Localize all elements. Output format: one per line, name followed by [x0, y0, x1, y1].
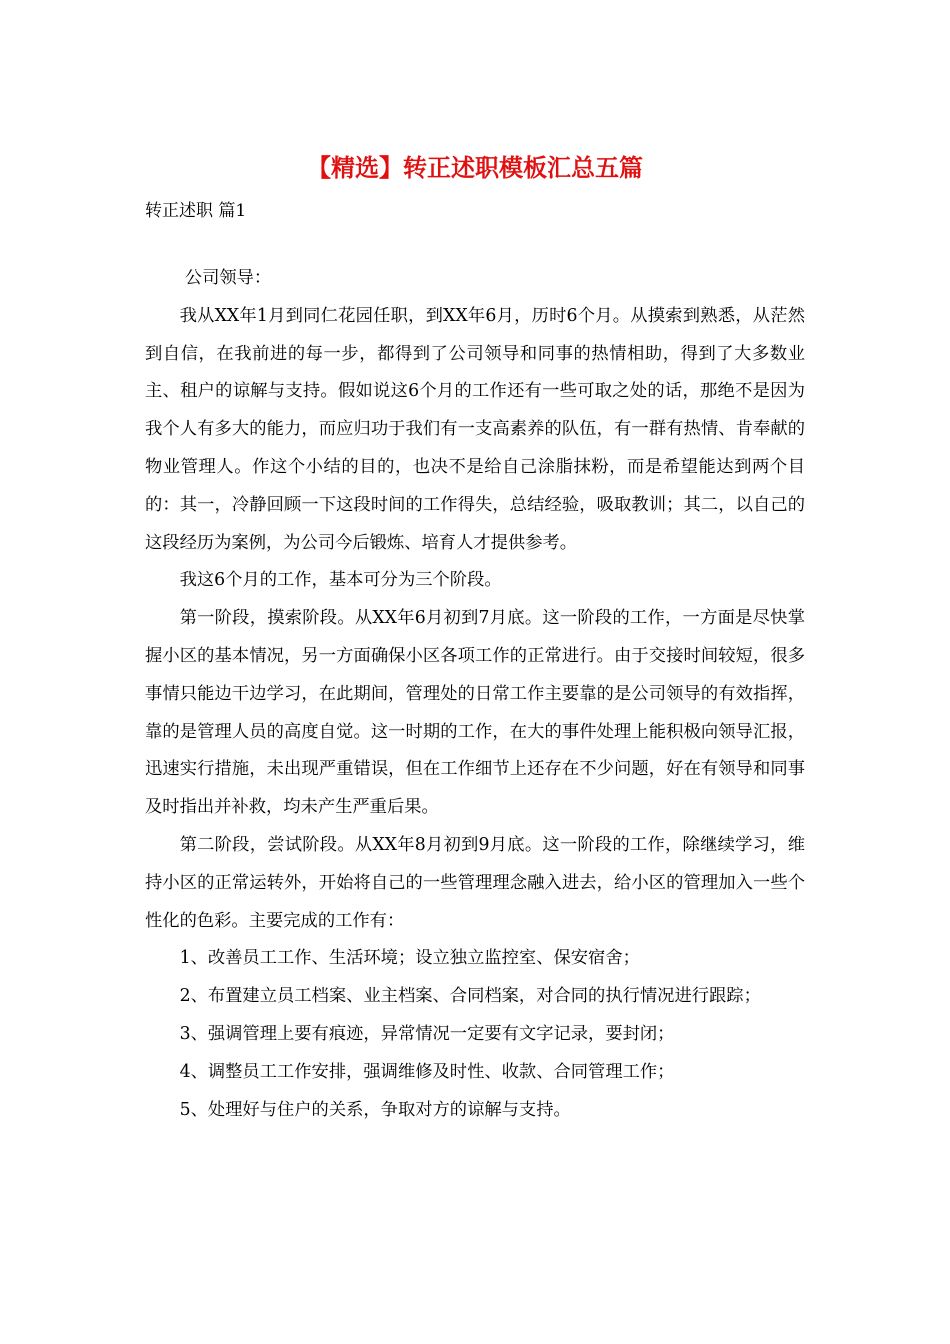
- list-item: 1、改善员工工作、生活环境；设立独立监控室、保安宿舍；: [179, 948, 640, 969]
- paragraph-stages: 我这6个月的工作，基本可分为三个阶段。: [179, 570, 502, 591]
- list-item: 3、强调管理上要有痕迹，异常情况一定要有文字记录，要封闭；: [179, 1023, 675, 1044]
- section-heading: 转正述职 篇1: [145, 201, 247, 221]
- list-item: 4、调整员工工作安排，强调维修及时性、收款、合同管理工作；: [179, 1061, 675, 1082]
- paragraph-stage-two: 第二阶段，尝试阶段。从XX年8月初到9月底。这一阶段的工作，除继续学习，维持小区的正常运转外，开始将自己的一些管理理念融入进去，给小区的管理加入一些个性化的色彩。主要完成的工作有：: [145, 834, 805, 931]
- list-item: 2、布置建立员工档案、业主档案、合同档案，对合同的执行情况进行跟踪；: [179, 986, 761, 1007]
- document-title: 【精选】转正述职模板汇总五篇: [307, 153, 643, 182]
- salutation: 公司领导：: [184, 268, 272, 288]
- paragraph-stage-one: 第一阶段，摸索阶段。从XX年6月初到7月底。这一阶段的工作，一方面是尽快掌握小区的基本情况，另一方面确保小区各项工作的正常进行。由于交接时间较短，很多事情只能边干边学习，在此期间，管理处的日常工作主要靠的是公司领导的有效指挥，靠的是管理人员的高度自觉。这一时期的工作，在大的事件处理上能积极向领导汇报，迅速实行措施，未出现严重错误，但在工作细节上还存在不少问题，好在有领导和同事及时指出并补救，均未产生严重后果。: [145, 608, 805, 818]
- document-body: [145, 260, 805, 1129]
- list-item: 5、处理好与住户的关系，争取对方的谅解与支持。: [179, 1099, 571, 1120]
- paragraph-intro: 我从XX年1月到同仁花园任职，到XX年6月，历时6个月。从摸索到熟悉，从茫然到自信，在我前进的每一步，都得到了公司领导和同事的热情相助，得到了大多数业主、租户的谅解与支持。假如说这6个月的工作还有一些可取之处的话，那绝不是因为我个人有多大的能力，而应归功于我们有一支高素养的队伍，有一群有热情、肯奉献的物业管理人。作这个小结的目的，也决不是给自己涂脂抹粉，而是希望能达到两个目的：其一，冷静回顾一下这段时间的工作得失，总结经验，吸取教训；其二，以自己的这段经历为案例，为公司今后锻炼、培育人才提供参考。: [145, 305, 805, 553]
